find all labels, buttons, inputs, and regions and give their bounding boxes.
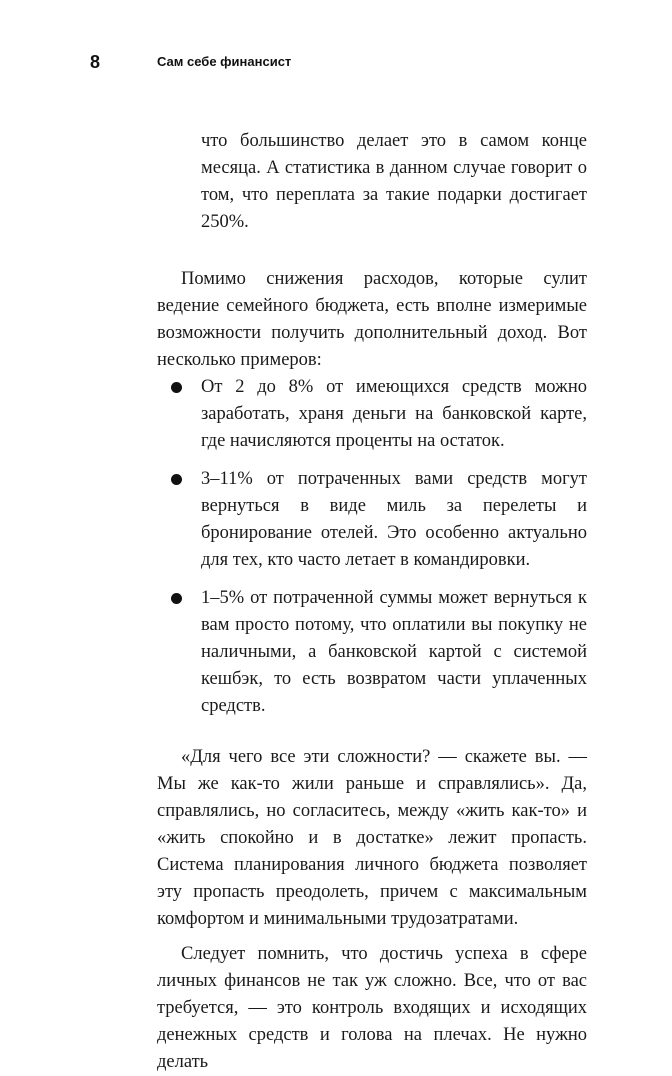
- list-item: [201, 585, 587, 720]
- closing-paragraph: Следует помнить, что достичь успеха в сфере личных финансов не так уж сложно. Все, что от вас требуется, — это контроль входящих и исходящих денежных средств и голова на плечах. Не нужно делать: [157, 944, 587, 1072]
- list-item-text: От 2 до 8% от имеющихся средств можно заработать, храня деньги на банковской карте, где начисляются проценты на остаток.: [201, 377, 587, 451]
- list-item: [201, 374, 587, 455]
- bullet-icon: [171, 382, 182, 393]
- bullet-icon: [171, 593, 182, 604]
- quote-paragraph: «Для чего все эти сложности? — скажете вы. — Мы же как-то жили раньше и справлялись». Да, справлялись, но согласитесь, между «жить как-то» и «жить спокойно и в достатке» лежит пропасть. Система планирования личного бюджета позволяет эту пропасть преодолеть, причем с максимальным комфортом и минимальными трудозатратами.: [157, 747, 587, 929]
- list-item-text: 3–11% от потраченных вами средств могут вернуться в виде миль за перелеты и бронирование отелей. Это особенно актуально для тех, кто часто летает в командировки.: [201, 469, 587, 570]
- bullet-list: [157, 374, 587, 720]
- page-header: [0, 52, 672, 74]
- page-body: [157, 128, 587, 1076]
- running-title: Сам себе финансист: [157, 54, 292, 69]
- list-item-text: 1–5% от потраченной суммы может вернуться к вам просто потому, что оплатили вы покупку не наличными, а банковской картой с системой кешбэк, то есть возвратом части уплаченных средств.: [201, 588, 587, 716]
- continuation-block: [201, 128, 587, 236]
- intro-paragraph: Помимо снижения расходов, которые сулит ведение семейного бюджета, есть вполне измеримые возможности получить дополнительный доход. Вот несколько примеров:: [157, 269, 587, 370]
- page-number: 8: [90, 52, 101, 72]
- continuation-paragraph: что большинство делает это в самом конце месяца. А статистика в данном случае говорит о том, что переплата за такие подарки достигает 250%.: [201, 131, 587, 232]
- list-item: [201, 466, 587, 574]
- bullet-icon: [171, 474, 182, 485]
